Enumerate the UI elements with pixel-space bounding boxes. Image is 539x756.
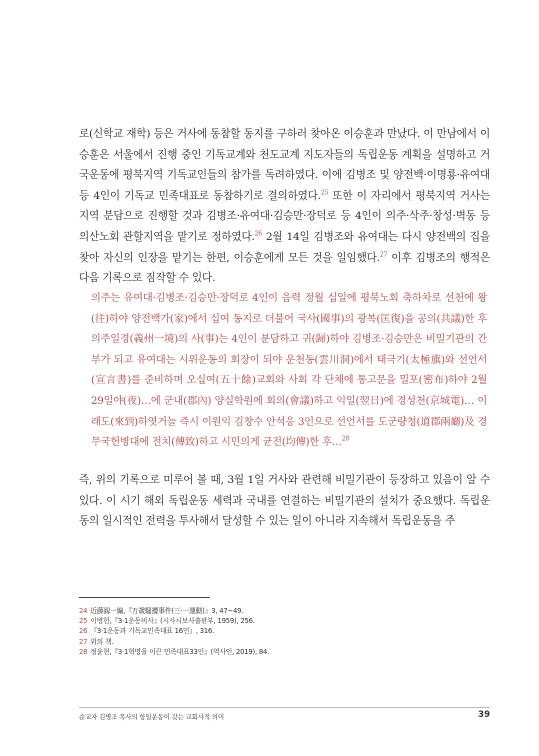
footnote-24 — [79, 606, 490, 616]
paragraph-text: 즉, 위의 기록으로 미루어 볼 때, 3월 1일 거사와 관련해 비밀기관이 등장하고 있음이 알 수 있다. 이 시기 해외 독립운동 세력과 국내를 연결하는 비밀기관의 설치가 중요했다. 독립운동의 일시적인 전력을 투사해서 달성할 수 있는 일이 아니라 지속해서 독립운동을 주 — [79, 474, 490, 528]
footnote-number: 26 — [79, 627, 88, 636]
footnote-divider — [79, 597, 210, 598]
footnote-text: 『3·1운동과 기독교민족대표 16인』, 316. — [90, 627, 215, 636]
footnotes — [79, 606, 490, 657]
footnote-27 — [79, 637, 490, 647]
quote-text-segment: 의주는 유여대·김병조·김승만·장덕로 4인이 음력 정월 십일에 평북노회 축하차로 선천에 왕(往)하야 양전백가(家)에서 십여 동지로 더불어 국사(國事)의 광복(匡復)을 공의(共議)한 후 의주일경(義州一境)의 사(事)는 4인이 분담하고 귀(歸)하야 김병조·김승만은 비밀기관의 간부가 되고 유여대는 시위운동의 회장이 되야 운천동(雲川洞)에서 태극기(太極旗)와 선언서(宣言書)를 준비하며 오십여(五十餘)교회와 사회 각 단체에 통고문을 밀포(密布)하야 2월 29일야(夜)…에 군내(郡內) 양실학원에 회의(會議)하고 익일(翌日)에 경성천(京城電)… 이 래도(來到)하엿거늘 즉시 이원익 김창수 안석응 3인으로 선언서를 도군량청(道郡兩廳)及 경무국헌병대에 전치(傳致)하고 시민의게 균전(均傳)한 후… — [91, 293, 487, 449]
footnote-ref-25[interactable]: 25 — [320, 189, 329, 197]
paragraph-text-segment: 2월 14일 김병조와 유여대는 다시 양전백의 집을 찾아 자신의 인장을 맡기는 한편, 이승훈에게 모든 것을 일임했다. — [79, 230, 490, 264]
footnote-text: 近藤釼一編,『万歳騷擾事件(三·一運動)』3, 47~49. — [90, 607, 244, 615]
paragraph-text-segment: 이후 김병조의 행적은 다음 기록으로 짐작할 수 있다. — [79, 251, 491, 285]
footnote-number: 25 — [79, 617, 88, 626]
footnote-number: 27 — [79, 637, 88, 646]
footnote-26 — [79, 626, 490, 636]
page-number: 39 — [478, 710, 490, 720]
footnote-ref-26[interactable]: 26 — [254, 230, 262, 238]
footnote-number: 24 — [79, 607, 88, 615]
footnote-text: 정윤현,『3·1혁명을 이끈 민족대표33인』(역사인, 2019), 84. — [90, 647, 270, 656]
footnote-ref-27[interactable]: 27 — [379, 251, 388, 259]
body-paragraph-1 — [79, 124, 490, 289]
block-quote — [91, 289, 487, 454]
body-paragraph-2 — [79, 470, 490, 532]
footnote-28 — [79, 647, 490, 657]
running-footer-title: 순교자 김병조 목사의 항일운동이 갖는 교회사적 의미 — [79, 713, 224, 721]
footer-divider — [79, 707, 490, 708]
paragraph-text-segment: 로(신학교 재학) 등은 거사에 동참할 동지를 구하러 찾아온 이승훈과 만났다. 이 만남에서 이승훈은 서울에서 진행 중인 기독교계와 천도교계 지도자들의 독립운동 계획을 설명하고 거국운동에 평북지역 기독교인들의 참가를 독려하였다. 이에 김병조 및 양전백·이명룡·유여대 등 4인이 기독교 민족대표로 동참하기로 결의하였다. — [79, 128, 490, 202]
paragraph-text-segment: 또한 이 자리에서 평북지역 거사는 지역 분담으로 진행할 것과 김병조·유여대·김승만·장덕로 등 4인이 의주·삭주·창성·벽동 등 의산노회 관할지역을 맡기로 정하였다. — [79, 189, 490, 243]
footnote-25 — [79, 616, 490, 626]
footnote-text: 위의 책. — [90, 637, 114, 646]
footnote-number: 28 — [79, 647, 88, 656]
paragraph-text — [79, 124, 490, 289]
footnote-text: 이병헌,『3·1운동비사』(시사시보사출판부, 1959), 256. — [90, 617, 255, 626]
footnote-ref-28[interactable]: 28 — [341, 435, 349, 443]
quote-text — [91, 289, 487, 454]
